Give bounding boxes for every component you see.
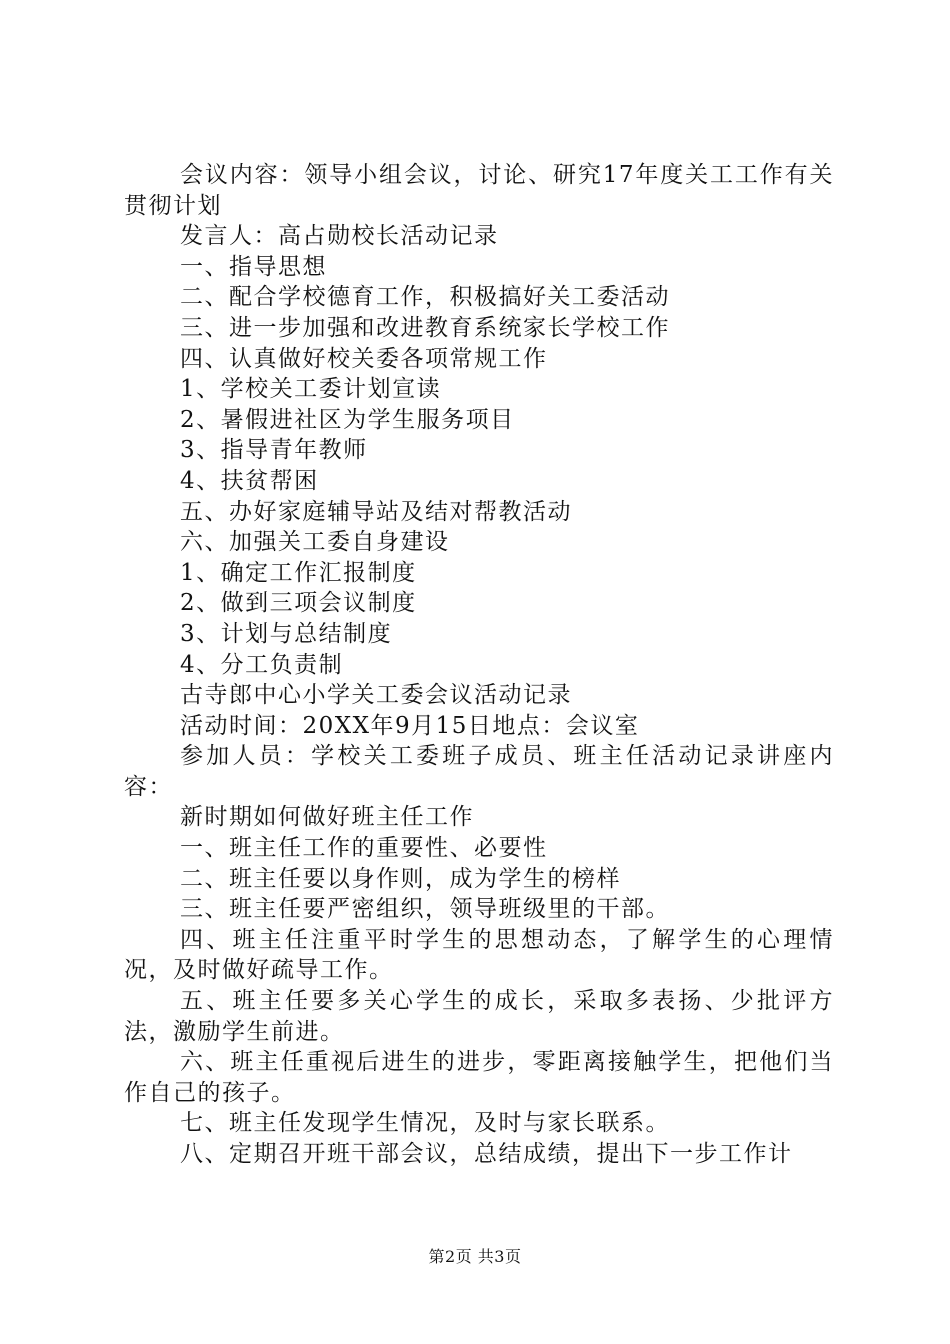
paragraph-subitem: 4、分工负责制 xyxy=(180,651,344,678)
paragraph-item: 六、班主任重视后进生的进步，零距离接触学生，把他们当作自己的孩子。 xyxy=(124,1049,834,1106)
paragraph-subitem: 3、计划与总结制度 xyxy=(180,620,393,647)
paragraph-item: 六、加强关工委自身建设 xyxy=(180,529,450,556)
paragraph-item: 五、办好家庭辅导站及结对帮教活动 xyxy=(180,498,572,525)
paragraph-lecture-title: 新时期如何做好班主任工作 xyxy=(180,804,474,831)
paragraph-item: 一、指导思想 xyxy=(180,253,327,280)
paragraph-item: 八、定期召开班干部会议，总结成绩，提出下一步工作计 xyxy=(180,1141,793,1167)
paragraph-subitem: 4、扶贫帮困 xyxy=(180,467,319,494)
paragraph-activity-time: 活动时间：20XX年9月15日地点：会议室 xyxy=(180,712,640,739)
paragraph-subitem: 1、确定工作汇报制度 xyxy=(180,559,417,586)
paragraph-item: 七、班主任发现学生情况，及时与家长联系。 xyxy=(180,1110,670,1137)
document-body xyxy=(124,160,834,1170)
page-number-label: 第2页 共3页 xyxy=(428,1247,522,1266)
paragraph-subitem: 2、暑假进社区为学生服务项目 xyxy=(180,406,515,433)
paragraph-meeting-content: 会议内容：领导小组会议，讨论、研究17年度关工工作有关贯彻计划 xyxy=(124,162,834,219)
paragraph-subitem: 1、学校关工委计划宣读 xyxy=(180,376,442,403)
paragraph-item: 三、进一步加强和改进教育系统家长学校工作 xyxy=(180,314,670,341)
paragraph-item: 二、班主任要以身作则，成为学生的榜样 xyxy=(180,865,621,892)
paragraph-subitem: 3、指导青年教师 xyxy=(180,437,368,464)
paragraph-item: 一、班主任工作的重要性、必要性 xyxy=(180,835,548,862)
paragraph-speaker: 发言人：高占勋校长活动记录 xyxy=(180,223,499,250)
paragraph-subitem: 2、做到三项会议制度 xyxy=(180,590,417,617)
paragraph-item: 四、认真做好校关委各项常规工作 xyxy=(180,345,548,372)
page-footer xyxy=(0,1244,950,1267)
paragraph-item: 二、配合学校德育工作，积极搞好关工委活动 xyxy=(180,284,670,311)
paragraph-item: 三、班主任要严密组织，领导班级里的干部。 xyxy=(180,896,670,923)
paragraph-item: 四、班主任注重平时学生的思想动态，了解学生的心理情况，及时做好疏导工作。 xyxy=(124,926,834,984)
paragraph-section-title: 古寺郎中心小学关工委会议活动记录 xyxy=(180,682,572,709)
paragraph-participants: 参加人员：学校关工委班子成员、班主任活动记录讲座内容： xyxy=(124,743,834,800)
paragraph-item: 五、班主任要多关心学生的成长，采取多表扬、少批评方法，激励学生前进。 xyxy=(124,988,834,1045)
